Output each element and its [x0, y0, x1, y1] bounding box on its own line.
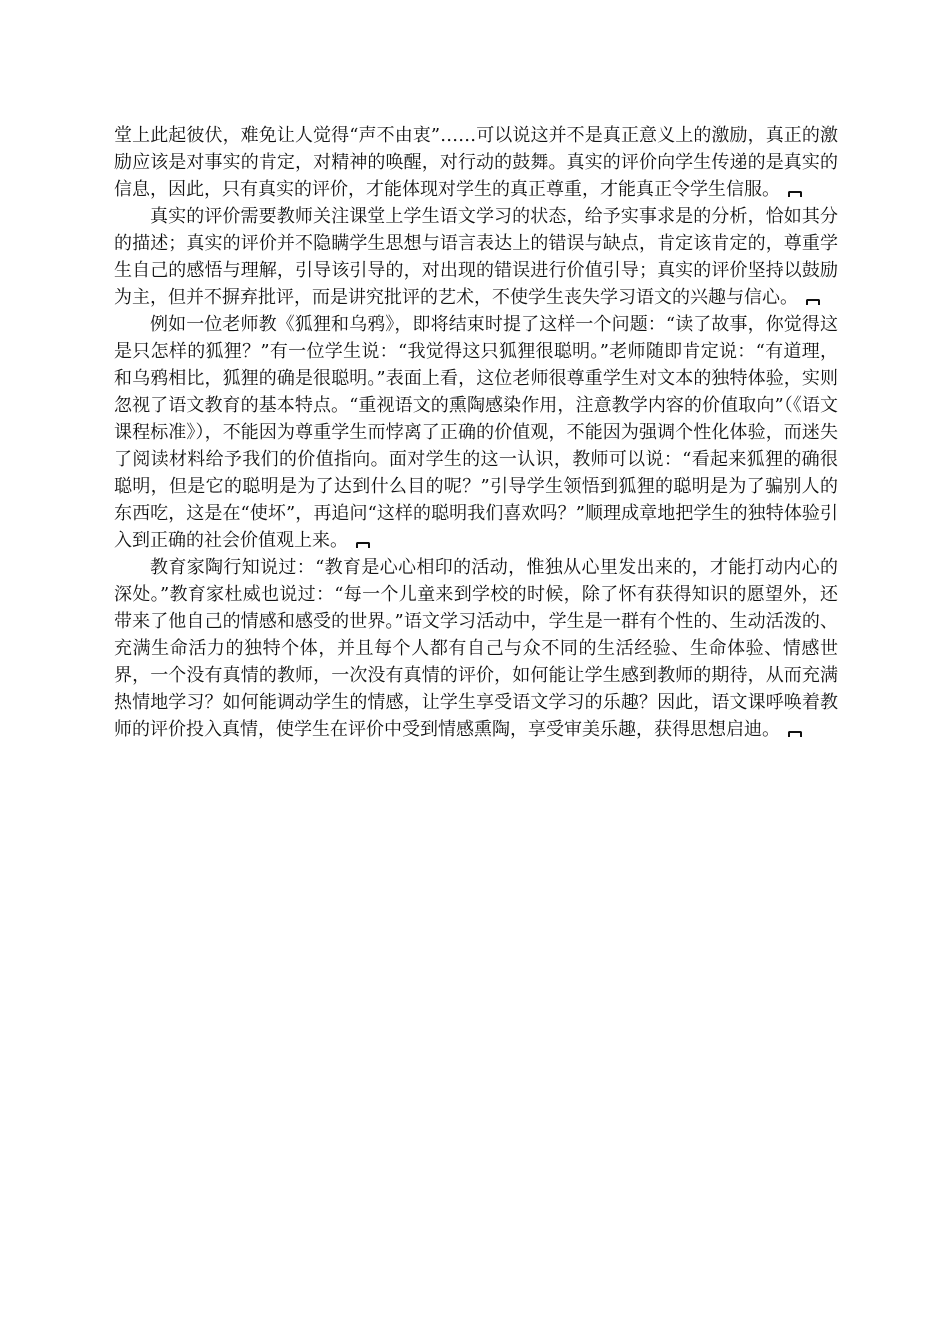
paragraph-4-text: 教育家陶行知说过：“教育是心心相印的活动，惟独从心里发出来的，才能打动内心的深处。”教育家杜威也说过：“每一个儿童来到学校的时候，除了怀有获得知识的愿望外，还带来了他自己的情感和感受的世界。”语文学习活动中，学生是一群有个性的、生动活泼的、充满生命活力的独特个体，并且每个人都有自己与众不同的生活经验、生命体验、情感世界，一个没有真情的教师，一次没有真情的评价，如何能让学生感到教师的期待，从而充满热情地学习？如何能调动学生的情感，让学生享受语文学习的乐趣？因此，语文课呼唤着教师的评价投入真情，使学生在评价中受到情感熏陶，享受审美乐趣，获得思想启迪。 — [114, 557, 838, 740]
paragraph-end-mark-icon — [788, 189, 804, 197]
paragraph-1-text: 堂上此起彼伏，难免让人觉得“声不由衷”……可以说这并不是真正意义上的激励，真正的激励应该是对事实的肯定，对精神的唤醒，对行动的鼓舞。真实的评价向学生传递的是真实的信息，因此，只有真实的评价，才能体现对学生的真正尊重，才能真正令学生信服。 — [114, 125, 838, 200]
paragraph-end-mark-icon — [806, 297, 822, 305]
paragraph-2 — [114, 203, 838, 311]
paragraph-2-text: 真实的评价需要教师关注课堂上学生语文学习的状态，给予实事求是的分析，恰如其分的描述；真实的评价并不隐瞒学生思想与语言表达上的错误与缺点，肯定该肯定的，尊重学生自己的感悟与理解，引导该引导的，对出现的错误进行价值引导；真实的评价坚持以鼓励为主，但并不摒弃批评，而是讲究批评的艺术，不使学生丧失学习语文的兴趣与信心。 — [114, 206, 838, 308]
paragraph-1 — [114, 122, 838, 203]
paragraph-3 — [114, 311, 838, 554]
paragraph-end-mark-icon — [788, 729, 804, 737]
article-body — [114, 122, 838, 743]
paragraph-3-text: 例如一位老师教《狐狸和乌鸦》，即将结束时提了这样一个问题：“读了故事，你觉得这是只怎样的狐狸？”有一位学生说：“我觉得这只狐狸很聪明。”老师随即肯定说：“有道理，和乌鸦相比，狐狸的确是很聪明。”表面上看，这位老师很尊重学生对文本的独特体验，实则忽视了语文教育的基本特点。“重视语文的熏陶感染作用，注意教学内容的价值取向”（《语文课程标准》），不能因为尊重学生而悖离了正确的价值观，不能因为强调个性化体验，而迷失了阅读材料给予我们的价值指向。面对学生的这一认识，教师可以说：“看起来狐狸的确很聪明，但是它的聪明是为了达到什么目的呢？”引导学生领悟到狐狸的聪明是为了骗别人的东西吃，这是在“使坏”，再追问“这样的聪明我们喜欢吗？”顺理成章地把学生的独特体验引入到正确的社会价值观上来。 — [114, 314, 838, 551]
paragraph-end-mark-icon — [356, 540, 372, 548]
paragraph-4 — [114, 554, 838, 743]
